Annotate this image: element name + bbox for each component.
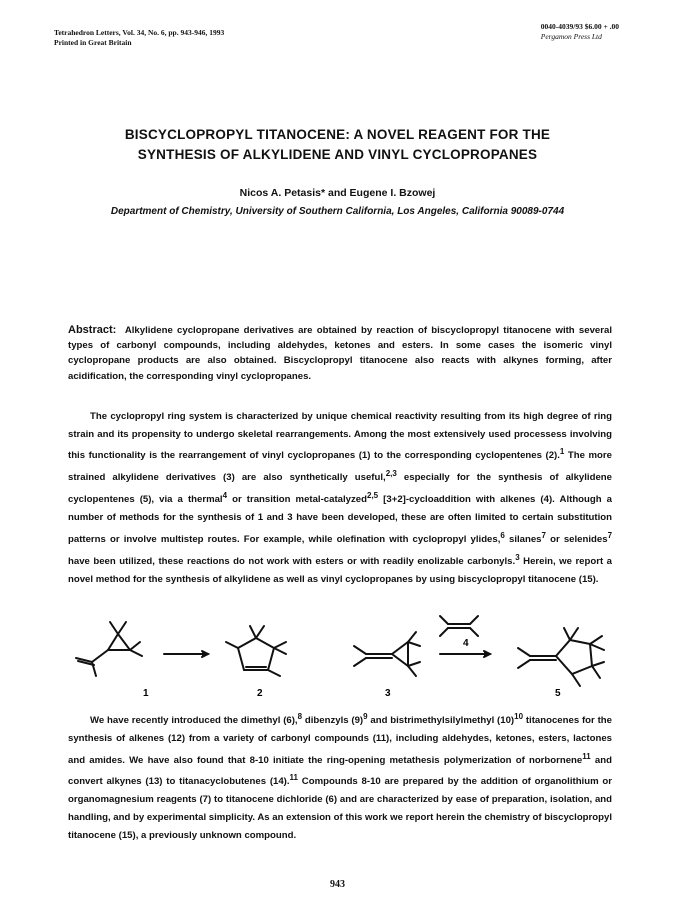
compound-label-3: 3 bbox=[385, 688, 391, 699]
text-run: have been utilized, these reactions do not work with esters or with readily enolizable carbonyls. bbox=[68, 555, 516, 567]
reference-superscript: 10 bbox=[514, 712, 524, 721]
compound-label-2: 2 bbox=[257, 688, 263, 699]
text-run: or transition metal-catalyzed bbox=[227, 494, 367, 506]
title-line-1: BISCYCLOPROPYL TITANOCENE: A NOVEL REAGENT FOR THE bbox=[124, 127, 551, 142]
paper-title bbox=[60, 125, 615, 165]
compound-1-structure bbox=[76, 622, 142, 676]
compound-5-structure bbox=[518, 628, 604, 686]
reference-superscript: 11 bbox=[289, 773, 299, 783]
compound-4-structure bbox=[440, 616, 478, 636]
reference-superscript: 7 bbox=[541, 530, 546, 540]
text-run: silanes bbox=[504, 533, 542, 545]
reference-superscript: 1 bbox=[559, 447, 565, 457]
compound-2-structure bbox=[226, 626, 286, 676]
arrowhead bbox=[202, 651, 208, 657]
abstract bbox=[68, 323, 612, 384]
reaction-scheme bbox=[60, 612, 620, 702]
authors: Nicos A. Petasis* and Eugene I. Bzowej bbox=[239, 187, 436, 199]
text-run: or selenides bbox=[545, 533, 608, 545]
reference-superscript: 4 bbox=[222, 491, 228, 501]
paragraph-intro bbox=[68, 408, 612, 588]
text-run: dibenzyls (9) bbox=[302, 715, 364, 727]
compound-label-5: 5 bbox=[555, 688, 561, 699]
text-run: Herein, we report a novel method for the synthesis of alkylidene as well as vinyl cyclopropanes by using biscyclopropyl titanocene (15). bbox=[68, 555, 612, 585]
reference-superscript: 11 bbox=[582, 751, 591, 761]
scheme-arrow-label: 4 bbox=[463, 638, 469, 649]
journal-citation-line: Tetrahedron Letters, Vol. 34, No. 6, pp. 943-946, 1993 bbox=[54, 28, 225, 37]
abstract-text: Alkylidene cyclopropane derivatives are obtained by reaction of biscyclopropyl titanocene with several types of carbonyl compounds, including aldehydes, ketones and esters. In some cases the isomeric vinyl cyclopropane products are also obtained. Biscyclopropyl titanocene also reacts with alkynes forming, after acidification, the corresponding vinyl cyclopropanes. bbox=[68, 325, 612, 382]
reference-superscript: 9 bbox=[363, 712, 368, 721]
reference-superscript: 6 bbox=[500, 530, 505, 540]
compound-3-structure bbox=[354, 632, 420, 676]
issn-price-line: 0040-4039/93 $6.00 + .00 bbox=[540, 22, 619, 31]
text-run: titanocenes for the synthesis of alkenes (12) from a variety of carbonyl compounds (11), including aldehydes, ketones, esters, lactones and amides. We have also found that 8-10 initiate the ring-opening metathesis polymerization of norbornene bbox=[68, 715, 612, 766]
publisher-line: Pergamon Press Ltd bbox=[540, 32, 602, 41]
reference-superscript: 8 bbox=[297, 712, 303, 721]
journal-citation bbox=[54, 28, 224, 48]
affiliation: Department of Chemistry, University of Southern California, Los Angeles, California 90089-0744 bbox=[110, 206, 565, 217]
title-line-2: SYNTHESIS OF ALKYLIDENE AND VINYL CYCLOPROPANES bbox=[137, 147, 538, 162]
abstract-label: Abstract: bbox=[68, 324, 117, 336]
text-run: The cyclopropyl ring system is characterized by unique chemical reactivity resulting from its high degree of ring strain and its propensity to undergo skeletal rearrangements. Among the most extensively used processess involving this functionality is the rearrangement of vinyl cyclopropanes (1) to the corresponding cyclopentenes (2). bbox=[68, 411, 612, 462]
text-run: We have recently introduced the dimethyl (6), bbox=[90, 715, 298, 727]
text-run: Compounds 8-10 are prepared by the addition of organolithium or organomagnesium reagents (7) to titanocene dichloride (6) and are characterized by ease of preparation, isolation, and handling, and by experimental simplicity. As an extension of this work we report herein the chemistry of biscyclopropyl titanocene (15), a previously unknown compound. bbox=[68, 776, 612, 841]
reference-superscript: 2,3 bbox=[385, 469, 397, 479]
text-run: [3+2]-cycloaddition with alkenes (4). Although a number of methods for the synthesis of 1 and 3 have been developed, these are often limited to certain substitution patterns or involve multistep routes. For example, while olefination with cyclopropyl ylides, bbox=[68, 494, 613, 545]
paragraph-background bbox=[68, 708, 612, 844]
text-run: especially for the synthesis of alkylidene cyclopentenes (5), via a thermal bbox=[68, 472, 612, 506]
copyright-block bbox=[541, 22, 619, 42]
compound-label-1: 1 bbox=[143, 688, 149, 699]
printed-in-line: Printed in Great Britain bbox=[54, 38, 132, 47]
text-run: and convert alkynes (13) to titanacyclobutenes (14). bbox=[68, 754, 612, 788]
reference-superscript: 2,5 bbox=[367, 491, 379, 501]
reference-superscript: 3 bbox=[515, 552, 520, 562]
page-number: 943 bbox=[330, 879, 345, 890]
text-run: The more strained alkylidene derivatives (3) are also synthetically useful, bbox=[68, 450, 612, 484]
arrowhead bbox=[484, 651, 490, 657]
reference-superscript: 7 bbox=[607, 530, 613, 540]
text-run: and bistrimethylsilylmethyl (10) bbox=[367, 715, 515, 727]
